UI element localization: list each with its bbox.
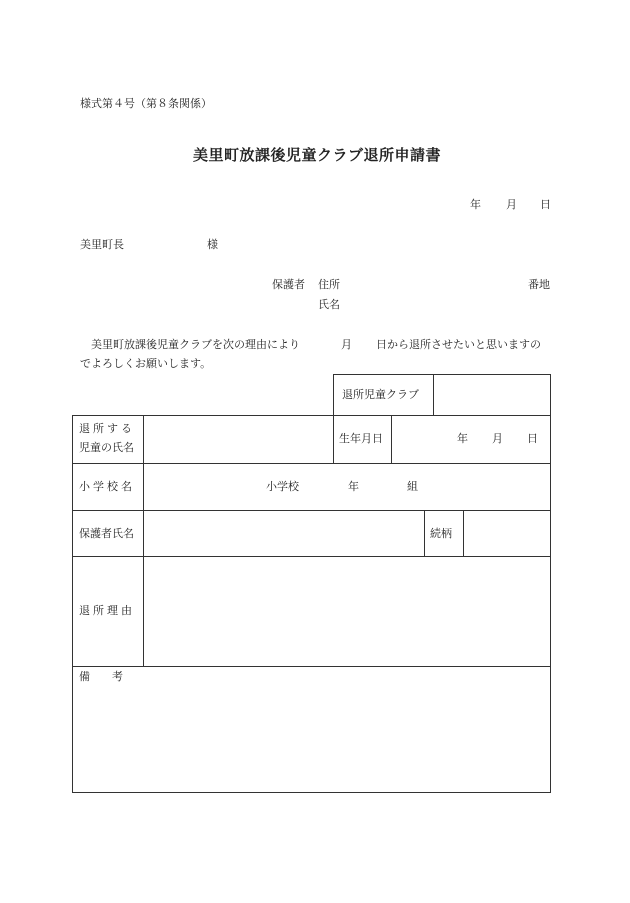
- body-line1-month: 月: [341, 338, 352, 351]
- guardian-name-table-label: 保護者氏名: [79, 527, 134, 540]
- guardian-name-label: 氏名: [318, 298, 340, 311]
- class-label: 組: [407, 480, 418, 493]
- relation-label: 続柄: [430, 527, 452, 540]
- addressee-name: 美里町長: [80, 238, 124, 251]
- date-day-label: 日: [540, 198, 551, 211]
- birthdate-label: 生年月日: [339, 432, 383, 445]
- reason-label: 退所理由: [79, 604, 135, 617]
- club-label: 退所児童クラブ: [342, 388, 419, 401]
- body-line1-part2: 日から退所させたいと思いますの: [376, 338, 541, 351]
- birth-day-label: 日: [527, 432, 538, 445]
- guardian-address-label: 住所: [318, 278, 340, 291]
- child-name-label-line1: 退所する: [79, 422, 135, 435]
- grade-label: 年: [348, 480, 359, 493]
- guardian-address-suffix: 番地: [528, 278, 550, 291]
- birth-month-label: 月: [492, 432, 503, 445]
- body-line1-part1: 美里町放課後児童クラブを次の理由により: [91, 338, 300, 351]
- remarks-label: 備 考: [79, 670, 123, 683]
- date-month-label: 月: [506, 198, 517, 211]
- school-suffix: 小学校: [266, 480, 299, 493]
- page-title: 美里町放課後児童クラブ退所申請書: [193, 146, 442, 164]
- addressee-honorific: 様: [207, 238, 218, 251]
- date-year-label: 年: [470, 198, 481, 211]
- body-line2: でよろしくお願いします。: [80, 357, 212, 370]
- form-number: 様式第４号（第８条関係）: [80, 97, 212, 110]
- school-label: 小学校名: [79, 480, 135, 493]
- guardian-role-label: 保護者: [272, 278, 305, 291]
- child-name-label-line2: 児童の氏名: [79, 441, 134, 454]
- birth-year-label: 年: [457, 432, 468, 445]
